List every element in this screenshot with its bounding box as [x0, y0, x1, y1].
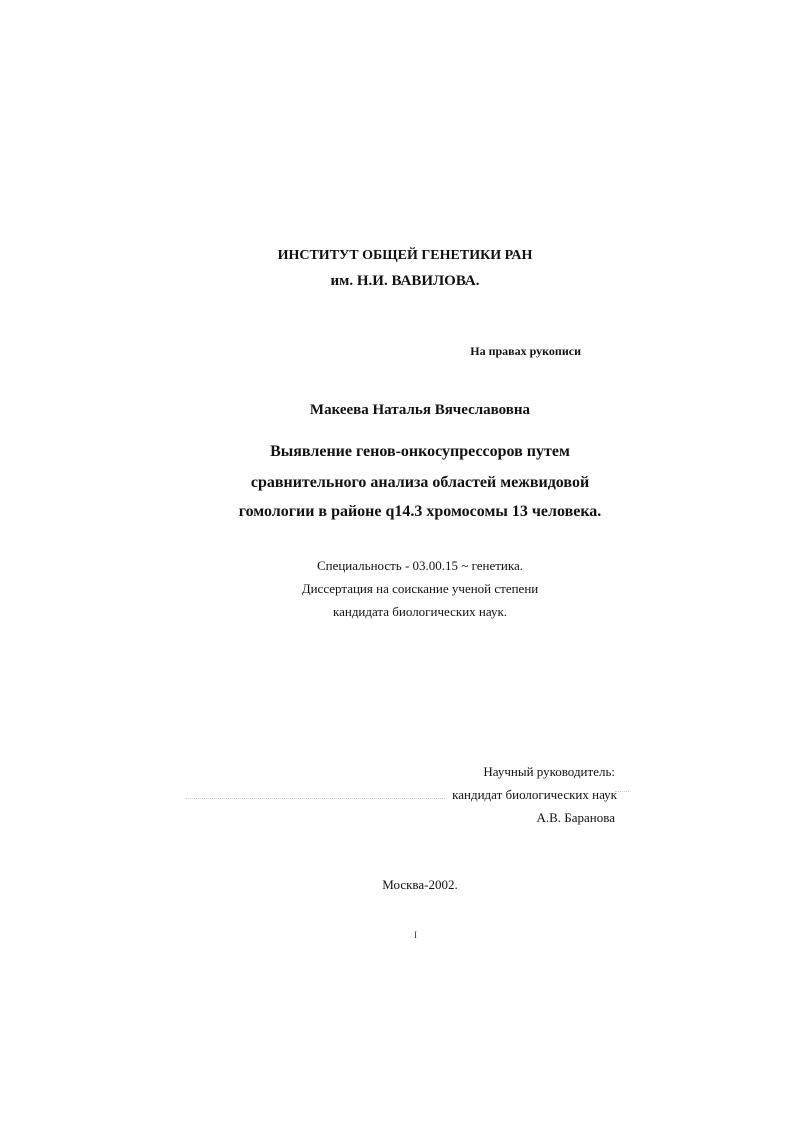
dissertation-title-line-1: Выявление генов-онкосупрессоров путем [270, 443, 570, 460]
degree-line: Диссертация на соискание ученой степени [301, 581, 539, 596]
city-year: Москва-2002. [382, 877, 458, 892]
scan-artifact-line [185, 798, 445, 799]
supervisor-label: Научный руководитель: [483, 764, 615, 779]
supervisor-name: А.В. Баранова [536, 810, 615, 825]
degree-field-line: кандидата биологических наук. [332, 604, 508, 619]
institute-name: ИНСТИТУТ ОБЩЕЙ ГЕНЕТИКИ РАН [277, 248, 533, 263]
dissertation-title-line-2: сравнительного анализа областей межвидовой [250, 474, 590, 491]
specialty-line: Специальность - 03.00.15 ~ генетика. [316, 558, 524, 573]
manuscript-rights-note: На правах рукописи [470, 344, 581, 358]
dissertation-title-line-3: гомологии в районе q14.3 хромосомы 13 человека. [238, 503, 602, 520]
institute-named-after: им. Н.И. ВАВИЛОВА. [330, 273, 480, 289]
scan-artifact-line [615, 791, 629, 792]
page-number: I [414, 930, 417, 940]
supervisor-degree: кандидат биологических наук [452, 787, 617, 802]
author-name: Макеева Наталья Вячеславовна [309, 402, 531, 418]
